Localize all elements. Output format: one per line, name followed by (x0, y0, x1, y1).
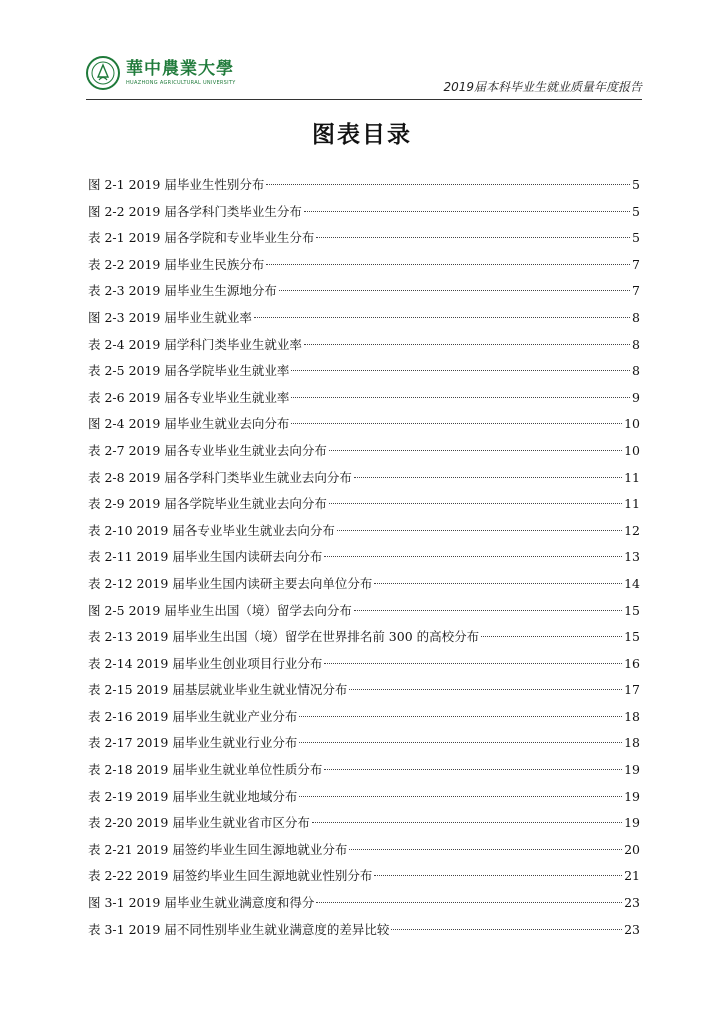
toc-leader-dots (324, 769, 622, 770)
university-logo (86, 56, 236, 90)
toc-entry[interactable] (88, 225, 640, 252)
toc-entry-label: 表 2-16 2019 届毕业生就业产业分布 (88, 708, 298, 724)
header-divider (86, 99, 642, 100)
logo-chinese-name: 華中農業大學 (126, 58, 234, 79)
toc-leader-dots (354, 477, 622, 478)
toc-entry[interactable] (88, 890, 640, 917)
toc-entry-label: 表 2-15 2019 届基层就业毕业生就业情况分布 (88, 682, 348, 698)
toc-entry-label: 图 2-4 2019 届毕业生就业去向分布 (88, 416, 290, 432)
toc-leader-dots (329, 450, 622, 451)
toc-entry[interactable] (88, 465, 640, 492)
toc-entry-label: 图 2-1 2019 届毕业生性别分布 (88, 177, 265, 192)
toc-entry-label: 表 2-3 2019 届毕业生生源地分布 (88, 283, 277, 299)
toc-entry-page-number: 23 (624, 895, 640, 911)
page-title: 图表目录 (312, 122, 412, 148)
toc-entry-page-number: 8 (632, 309, 640, 325)
toc-leader-dots (304, 211, 630, 212)
toc-leader-dots (266, 184, 630, 185)
toc-entry-page-number: 10 (624, 442, 640, 458)
toc-leader-dots (349, 689, 622, 690)
toc-entry[interactable] (88, 332, 640, 359)
toc-entry[interactable] (88, 385, 640, 412)
toc-leader-dots (254, 317, 630, 318)
toc-leader-dots (391, 929, 622, 930)
toc-entry[interactable] (88, 757, 640, 784)
toc-leader-dots (337, 530, 622, 531)
toc-entry[interactable] (88, 518, 640, 545)
toc-leader-dots (481, 636, 622, 637)
toc-entry-page-number: 18 (624, 708, 640, 724)
toc-leader-dots (291, 370, 630, 371)
toc-leader-dots (324, 663, 622, 664)
toc-entry-page-number: 5 (632, 203, 640, 219)
toc-entry-page-number: 10 (624, 416, 640, 432)
toc-entry-page-number: 19 (624, 788, 640, 804)
toc-entry-label: 表 2-2 2019 届毕业生民族分布 (88, 256, 265, 272)
toc-leader-dots (266, 264, 630, 265)
toc-entry-page-number: 5 (632, 230, 640, 246)
toc-entry-page-number: 7 (632, 283, 640, 299)
toc-entry-label: 表 2-19 2019 届毕业生就业地域分布 (88, 788, 298, 804)
toc-entry-page-number: 5 (632, 177, 640, 192)
toc-entry-label: 表 2-18 2019 届毕业生就业单位性质分布 (88, 762, 323, 778)
toc-entry-label: 表 2-22 2019 届签约毕业生回生源地就业性别分布 (88, 868, 373, 884)
toc-entry-page-number: 7 (632, 256, 640, 272)
toc-entry[interactable] (88, 172, 640, 199)
toc-leader-dots (329, 503, 622, 504)
toc-leader-dots (299, 796, 622, 797)
table-of-figures (88, 172, 640, 943)
toc-entry-page-number: 16 (624, 655, 640, 671)
toc-leader-dots (374, 875, 622, 876)
toc-leader-dots (299, 716, 622, 717)
toc-entry[interactable] (88, 305, 640, 332)
toc-entry-page-number: 19 (624, 762, 640, 778)
toc-entry-label: 图 2-2 2019 届各学科门类毕业生分布 (88, 203, 302, 219)
toc-entry-page-number: 12 (624, 522, 640, 538)
toc-entry[interactable] (88, 598, 640, 625)
toc-entry-label: 表 2-4 2019 届学科门类毕业生就业率 (88, 336, 302, 352)
toc-entry-page-number: 19 (624, 815, 640, 831)
toc-leader-dots (291, 397, 630, 398)
toc-leader-dots (316, 237, 630, 238)
toc-entry[interactable] (88, 730, 640, 757)
toc-entry-page-number: 21 (624, 868, 640, 884)
toc-leader-dots (304, 344, 630, 345)
toc-entry[interactable] (88, 784, 640, 811)
toc-entry-page-number: 23 (624, 921, 640, 937)
toc-entry[interactable] (88, 651, 640, 678)
toc-entry[interactable] (88, 544, 640, 571)
toc-entry-label: 图 2-5 2019 届毕业生出国（境）留学去向分布 (88, 602, 352, 618)
toc-leader-dots (324, 556, 622, 557)
toc-entry-label: 表 2-13 2019 届毕业生出国（境）留学在世界排名前 300 的高校分布 (88, 629, 480, 645)
toc-entry[interactable] (88, 358, 640, 385)
toc-entry[interactable] (88, 863, 640, 890)
toc-entry-label: 表 2-7 2019 届各专业毕业生就业去向分布 (88, 442, 327, 458)
report-title: 2019届本科毕业生就业质量年度报告 (443, 80, 642, 94)
toc-entry-label: 表 2-1 2019 届各学院和专业毕业生分布 (88, 230, 315, 246)
toc-entry-label: 表 2-20 2019 届毕业生就业省市区分布 (88, 815, 310, 831)
toc-entry[interactable] (88, 810, 640, 837)
toc-entry-label: 表 2-5 2019 届各学院毕业生就业率 (88, 363, 290, 379)
toc-entry-label: 表 2-14 2019 届毕业生创业项目行业分布 (88, 655, 323, 671)
toc-entry-label: 图 2-3 2019 届毕业生就业率 (88, 309, 252, 325)
toc-entry-page-number: 8 (632, 363, 640, 379)
toc-entry[interactable] (88, 624, 640, 651)
toc-leader-dots (299, 742, 622, 743)
toc-entry-label: 表 2-11 2019 届毕业生国内读研去向分布 (88, 549, 323, 565)
toc-leader-dots (316, 902, 622, 903)
toc-entry[interactable] (88, 278, 640, 305)
toc-leader-dots (354, 610, 622, 611)
toc-leader-dots (374, 583, 622, 584)
toc-entry-page-number: 11 (624, 469, 640, 485)
toc-entry-label: 表 2-8 2019 届各学科门类毕业生就业去向分布 (88, 469, 352, 485)
toc-entry-page-number: 15 (624, 629, 640, 645)
toc-entry-page-number: 15 (624, 602, 640, 618)
toc-entry[interactable] (88, 837, 640, 864)
toc-entry-label: 表 2-10 2019 届各专业毕业生就业去向分布 (88, 522, 335, 538)
toc-entry[interactable] (88, 704, 640, 731)
toc-leader-dots (279, 290, 630, 291)
toc-entry-page-number: 20 (624, 841, 640, 857)
toc-entry-label: 图 3-1 2019 届毕业生就业满意度和得分 (88, 895, 315, 911)
toc-entry-page-number: 9 (632, 389, 640, 405)
toc-entry-label: 表 2-21 2019 届签约毕业生回生源地就业分布 (88, 841, 348, 857)
toc-entry[interactable] (88, 917, 640, 944)
toc-entry-page-number: 13 (624, 549, 640, 565)
toc-entry-label: 表 2-6 2019 届各专业毕业生就业率 (88, 389, 290, 405)
toc-entry[interactable] (88, 571, 640, 598)
toc-entry-page-number: 18 (624, 735, 640, 751)
toc-entry-page-number: 14 (624, 575, 640, 591)
toc-entry[interactable] (88, 199, 640, 226)
page-header (86, 52, 642, 100)
toc-entry-page-number: 11 (624, 496, 640, 512)
toc-leader-dots (312, 822, 622, 823)
toc-entry[interactable] (88, 491, 640, 518)
logo-english-name: HUAZHONG AGRICULTURAL UNIVERSITY (126, 79, 236, 86)
toc-entry-page-number: 17 (624, 682, 640, 698)
toc-entry-label: 表 2-9 2019 届各学院毕业生就业去向分布 (88, 496, 327, 512)
toc-entry[interactable] (88, 438, 640, 465)
toc-entry-page-number: 8 (632, 336, 640, 352)
toc-leader-dots (291, 423, 622, 424)
toc-entry-label: 表 3-1 2019 届不同性别毕业生就业满意度的差异比较 (88, 921, 390, 937)
toc-entry-label: 表 2-17 2019 届毕业生就业行业分布 (88, 735, 298, 751)
toc-entry[interactable] (88, 252, 640, 279)
toc-entry[interactable] (88, 411, 640, 438)
university-seal-icon (86, 56, 120, 90)
toc-entry[interactable] (88, 677, 640, 704)
toc-entry-label: 表 2-12 2019 届毕业生国内读研主要去向单位分布 (88, 575, 373, 591)
toc-leader-dots (349, 849, 622, 850)
